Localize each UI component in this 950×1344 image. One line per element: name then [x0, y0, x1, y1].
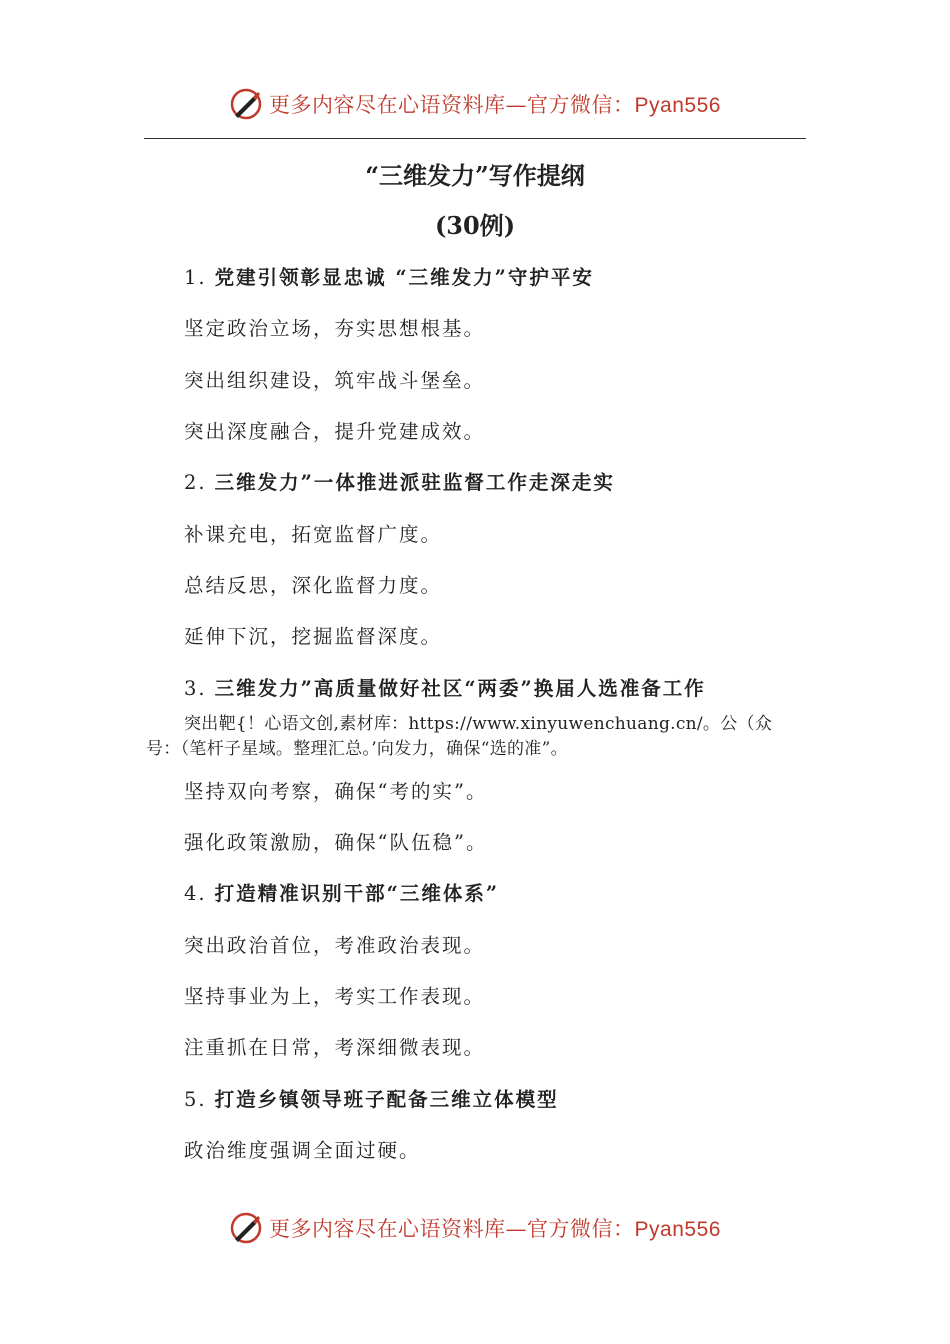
banner-handle: Pyan556: [634, 94, 721, 117]
section-heading: 1. 党建引领彰显忠诚 “三维发力”守护平安: [184, 266, 594, 289]
list-item: 突出组织建设，筑牢战斗堡垒。: [184, 369, 486, 392]
section-heading: 3. 三维发力”高质量做好社区“两委”换届人选准备工作: [184, 677, 706, 700]
watermarked-paragraph: [146, 712, 806, 762]
banner-handle: Pyan556: [634, 1218, 721, 1241]
pen-logo-icon: [229, 87, 263, 121]
pen-logo-icon: [229, 1211, 263, 1245]
list-item: 政治维度强调全面过硬。: [184, 1139, 421, 1162]
section-heading: 5. 打造乡镇领导班子配备三维立体模型: [184, 1088, 559, 1111]
list-item: 强化政策激励，确保“队伍稳”。: [184, 831, 488, 854]
list-item: 突出政治首位，考准政治表现。: [184, 934, 486, 957]
banner-text: 更多内容尽在心语资料库—官方微信：Pyan556: [269, 93, 721, 117]
list-item: 坚定政治立场，夯实思想根基。: [184, 317, 486, 340]
section-heading: 4. 打造精准识别干部“三维体系”: [184, 882, 500, 905]
paragraph-line: 号：（笔杆子星域。整理汇总。’向发力，确保“选的准”。: [146, 739, 568, 759]
list-item: 补课充电，拓宽监督广度。: [184, 523, 443, 546]
section-heading: 2. 三维发力”一体推进派驻监督工作走深走实: [184, 471, 615, 494]
list-item: 突出深度融合，提升党建成效。: [184, 420, 486, 443]
list-item: 坚持事业为上，考实工作表现。: [184, 985, 486, 1008]
list-item: 延伸下沉，挖掘监督深度。: [184, 625, 443, 648]
document-title: “三维发力”写作提纲: [365, 161, 585, 190]
list-item: 注重抓在日常，考深细微表现。: [184, 1036, 486, 1059]
document-subtitle: (30例): [434, 211, 516, 240]
banner-text: 更多内容尽在心语资料库—官方微信：Pyan556: [269, 1217, 721, 1241]
header-divider: [144, 138, 806, 139]
paragraph-line: 突出靶{！心语文创,素材库：https://www.xinyuwenchuang.cn/。公（众: [184, 714, 773, 734]
list-item: 总结反思，深化监督力度。: [184, 574, 443, 597]
footer-banner: [0, 1208, 950, 1248]
header-banner: [0, 84, 950, 124]
list-item: 坚持双向考察，确保“考的实”。: [184, 780, 488, 803]
